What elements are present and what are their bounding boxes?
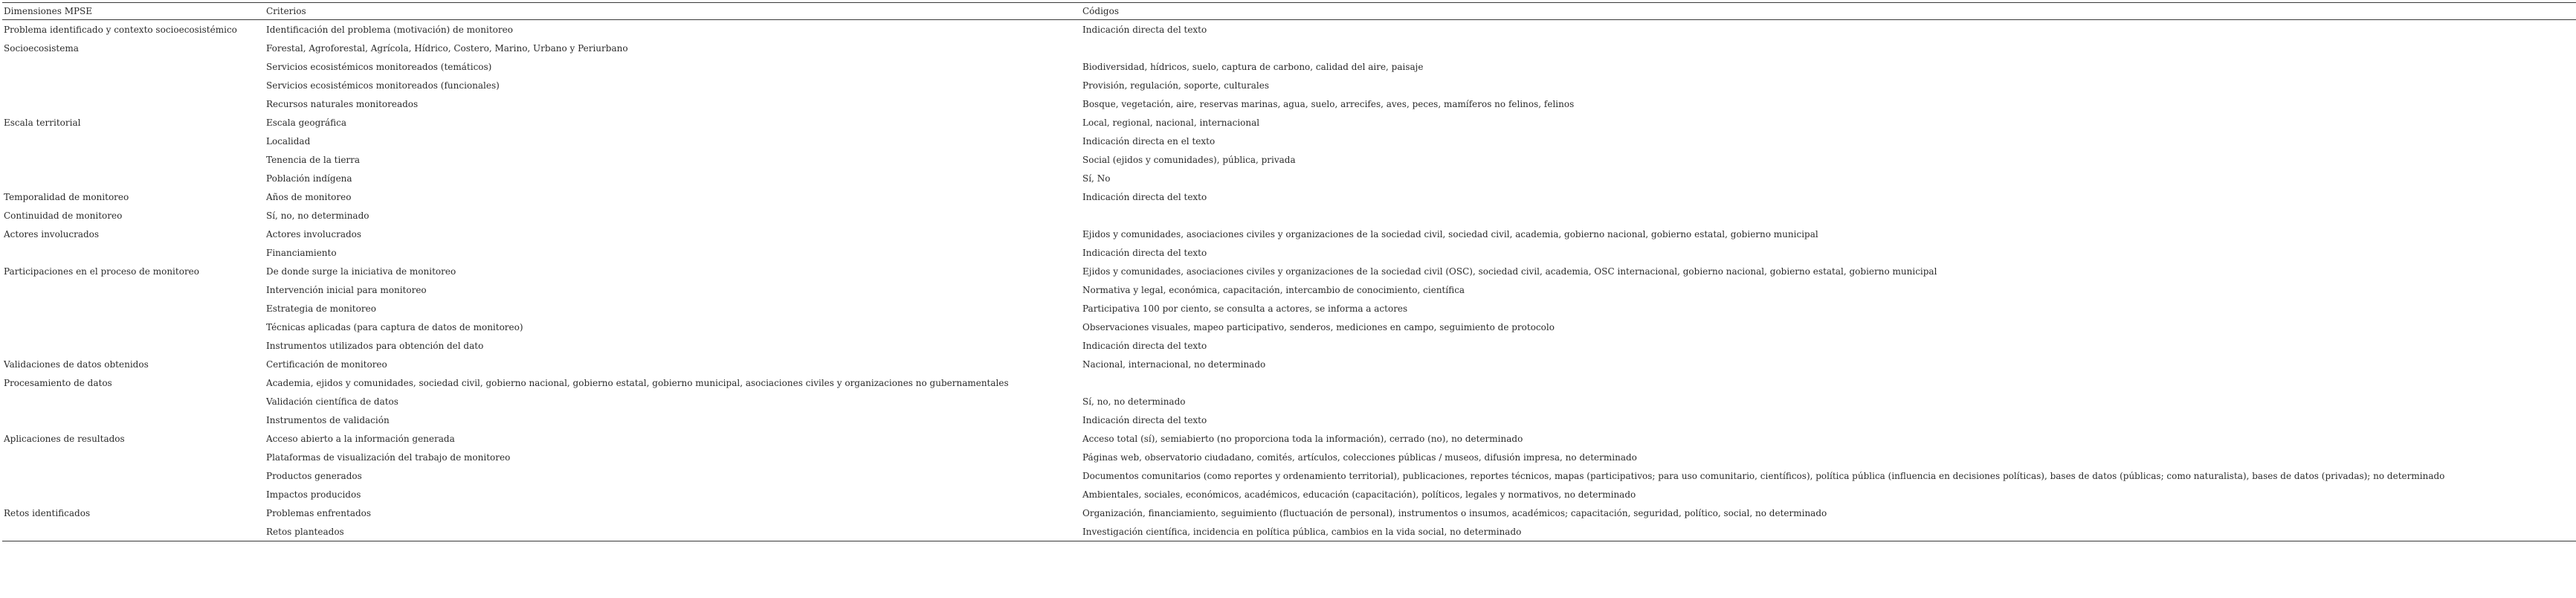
cell-codigo: Normativa y legal, económica, capacitación, intercambio de conocimiento, científica — [1082, 284, 1465, 295]
table-row — [2, 355, 2576, 373]
cell-criterio: Servicios ecosistémicos monitoreados (funcionales) — [266, 80, 500, 91]
cell-criterio: Técnicas aplicadas (para captura de datos de monitoreo) — [266, 321, 523, 332]
table-row — [2, 150, 2576, 169]
table-row — [2, 206, 2576, 225]
cell-criterio: Productos generados — [266, 470, 362, 481]
cell-codigo: Indicación directa del texto — [1082, 340, 1207, 351]
table-row — [2, 448, 2576, 466]
cell-criterio: Forestal, Agroforestal, Agrícola, Hídrico, Costero, Marino, Urbano y Periurbano — [266, 42, 628, 54]
cell-dimension — [2, 522, 265, 541]
table-row — [2, 187, 2576, 206]
cell-criterio: Certificación de monitoreo — [266, 359, 387, 370]
cell-codigo: Indicación directa del texto — [1082, 247, 1207, 258]
cell-criterio: Plataformas de visualización del trabajo de monitoreo — [266, 451, 511, 463]
cell-codigo: Social (ejidos y comunidades), pública, privada — [1082, 154, 1296, 165]
table-row — [2, 113, 2576, 132]
cell-criterio: Localidad — [266, 135, 311, 147]
cell-dimension: Continuidad de monitoreo — [4, 210, 123, 221]
cell-codigo — [1081, 206, 2576, 225]
header-row — [2, 3, 2576, 20]
cell-codigo: Ambientales, sociales, económicos, académicos, educación (capacitación), políticos, legales y normativos, no determinado — [1082, 489, 1636, 500]
table-header — [2, 3, 2576, 20]
cell-dimension: Retos identificados — [4, 507, 91, 518]
cell-codigo: Indicación directa del texto — [1082, 24, 1207, 35]
cell-criterio: Intervención inicial para monitoreo — [266, 284, 427, 295]
cell-codigo — [1081, 373, 2576, 392]
cell-dimension: Temporalidad de monitoreo — [4, 191, 129, 202]
cell-criterio: Población indígena — [266, 173, 352, 184]
cell-criterio: Servicios ecosistémicos monitoreados (temáticos) — [266, 61, 492, 72]
cell-codigo: Sí, no, no determinado — [1082, 396, 1186, 407]
cell-codigo: Provisión, regulación, soporte, culturales — [1082, 80, 1270, 91]
cell-criterio: Validación científica de datos — [266, 396, 398, 407]
cell-criterio: Academia, ejidos y comunidades, sociedad civil, gobierno nacional, gobierno estatal, gobierno municipal, asociaciones civiles y organizaciones no gubernamentales — [266, 377, 1009, 388]
table-row — [2, 411, 2576, 429]
cell-dimension — [2, 57, 265, 76]
cell-criterio: Identificación del problema (motivación) de monitoreo — [266, 24, 513, 35]
table-row — [2, 20, 2576, 39]
cell-codigo: Participativa 100 por ciento, se consulta a actores, se informa a actores — [1082, 303, 1408, 314]
cell-dimension — [2, 411, 265, 429]
cell-dimension: Validaciones de datos obtenidos — [4, 359, 149, 370]
cell-criterio: Retos planteados — [266, 526, 344, 537]
table-row — [2, 225, 2576, 243]
cell-criterio: Tenencia de la tierra — [266, 154, 361, 165]
table-row — [2, 132, 2576, 150]
table-row — [2, 169, 2576, 187]
table-row — [2, 57, 2576, 76]
header-criterios: Criterios — [266, 6, 306, 16]
cell-dimension: Problema identificado y contexto socioecosistémico — [4, 24, 237, 35]
table-row — [2, 522, 2576, 541]
table-row — [2, 485, 2576, 504]
mpse-criteria-table — [2, 2, 2576, 541]
cell-dimension: Aplicaciones de resultados — [4, 433, 125, 444]
cell-codigo: Ejidos y comunidades, asociaciones civiles y organizaciones de la sociedad civil (OSC), sociedad civil, academia, OSC internacional, gobierno nacional, gobierno estatal, gobierno municipal — [1082, 266, 1937, 277]
cell-codigo: Local, regional, nacional, internacional — [1082, 117, 1260, 128]
cell-criterio: Problemas enfrentados — [266, 507, 372, 518]
cell-criterio: Instrumentos de validación — [266, 414, 390, 425]
cell-dimension: Socioecosistema — [4, 42, 79, 54]
cell-criterio: Recursos naturales monitoreados — [266, 98, 419, 109]
cell-codigo: Nacional, internacional, no determinado — [1082, 359, 1266, 370]
cell-codigo: Indicación directa en el texto — [1082, 135, 1216, 147]
table-row — [2, 243, 2576, 262]
cell-criterio: Financiamiento — [266, 247, 337, 258]
table-row — [2, 299, 2576, 318]
cell-criterio: Años de monitoreo — [266, 191, 352, 202]
cell-codigo: Páginas web, observatorio ciudadano, comités, artículos, colecciones públicas / museos, difusión impresa, no determinado — [1082, 451, 1637, 463]
cell-codigo: Investigación científica, incidencia en política pública, cambios en la vida social, no determinado — [1082, 526, 1522, 537]
cell-criterio: Impactos producidos — [266, 489, 361, 500]
cell-criterio: Escala geográfica — [266, 117, 347, 128]
cell-dimension: Procesamiento de datos — [4, 377, 112, 388]
table-row — [2, 466, 2576, 485]
table-row — [2, 39, 2576, 57]
cell-codigo: Ejidos y comunidades, asociaciones civiles y organizaciones de la sociedad civil, sociedad civil, academia, gobierno nacional, gobierno estatal, gobierno municipal — [1082, 228, 1818, 239]
header-codigos: Códigos — [1082, 6, 1119, 16]
table-row — [2, 392, 2576, 411]
table-row — [2, 429, 2576, 448]
cell-codigo: Acceso total (sí), semiabierto (no proporciona toda la información), cerrado (no), no determinado — [1082, 433, 1523, 444]
table-row — [2, 318, 2576, 336]
cell-dimension — [2, 132, 265, 150]
table-row — [2, 262, 2576, 280]
table-body — [2, 20, 2576, 541]
cell-criterio: Actores involucrados — [266, 228, 362, 239]
cell-codigo: Organización, financiamiento, seguimiento (fluctuación de personal), instrumentos o insumos, académicos; capacitación, seguridad, político, social, no determinado — [1082, 507, 1827, 518]
cell-dimension — [2, 94, 265, 113]
cell-codigo: Indicación directa del texto — [1082, 191, 1207, 202]
cell-dimension — [2, 318, 265, 336]
cell-dimension — [2, 299, 265, 318]
cell-dimension — [2, 243, 265, 262]
header-dimensiones: Dimensiones MPSE — [4, 6, 93, 16]
cell-dimension: Escala territorial — [4, 117, 81, 128]
cell-dimension — [2, 336, 265, 355]
cell-dimension — [2, 150, 265, 169]
cell-dimension: Actores involucrados — [4, 228, 100, 239]
cell-criterio: Sí, no, no determinado — [266, 210, 369, 221]
cell-dimension — [2, 485, 265, 504]
cell-codigo: Bosque, vegetación, aire, reservas marinas, agua, suelo, arrecifes, aves, peces, mamíferos no felinos, felinos — [1082, 98, 1575, 109]
cell-dimension — [2, 448, 265, 466]
table-row — [2, 504, 2576, 522]
cell-dimension — [2, 76, 265, 94]
cell-criterio: Acceso abierto a la información generada — [266, 433, 455, 444]
cell-codigo: Biodiversidad, hídricos, suelo, captura de carbono, calidad del aire, paisaje — [1082, 61, 1424, 72]
cell-codigo: Documentos comunitarios (como reportes y ordenamiento territorial), publicaciones, reportes técnicos, mapas (participativos; para uso comunitario, científicos), política pública (influencia en decisiones políticas), bases de datos (públicas; como naturalista), bases de datos (privadas); no determinado — [1082, 470, 2445, 481]
cell-dimension — [2, 169, 265, 187]
cell-codigo: Observaciones visuales, mapeo participativo, senderos, mediciones en campo, seguimiento de protocolo — [1082, 321, 1555, 332]
cell-dimension — [2, 466, 265, 485]
cell-codigo: Sí, No — [1082, 173, 1111, 184]
cell-criterio: Instrumentos utilizados para obtención del dato — [266, 340, 484, 351]
cell-dimension — [2, 392, 265, 411]
table-row — [2, 280, 2576, 299]
table-row — [2, 336, 2576, 355]
cell-criterio: De donde surge la iniciativa de monitoreo — [266, 266, 456, 277]
cell-dimension — [2, 280, 265, 299]
cell-codigo: Indicación directa del texto — [1082, 414, 1207, 425]
cell-codigo — [1081, 39, 2576, 57]
table-row — [2, 94, 2576, 113]
table-row — [2, 76, 2576, 94]
cell-criterio: Estrategia de monitoreo — [266, 303, 376, 314]
cell-dimension: Participaciones en el proceso de monitoreo — [4, 266, 200, 277]
table-row — [2, 373, 2576, 392]
